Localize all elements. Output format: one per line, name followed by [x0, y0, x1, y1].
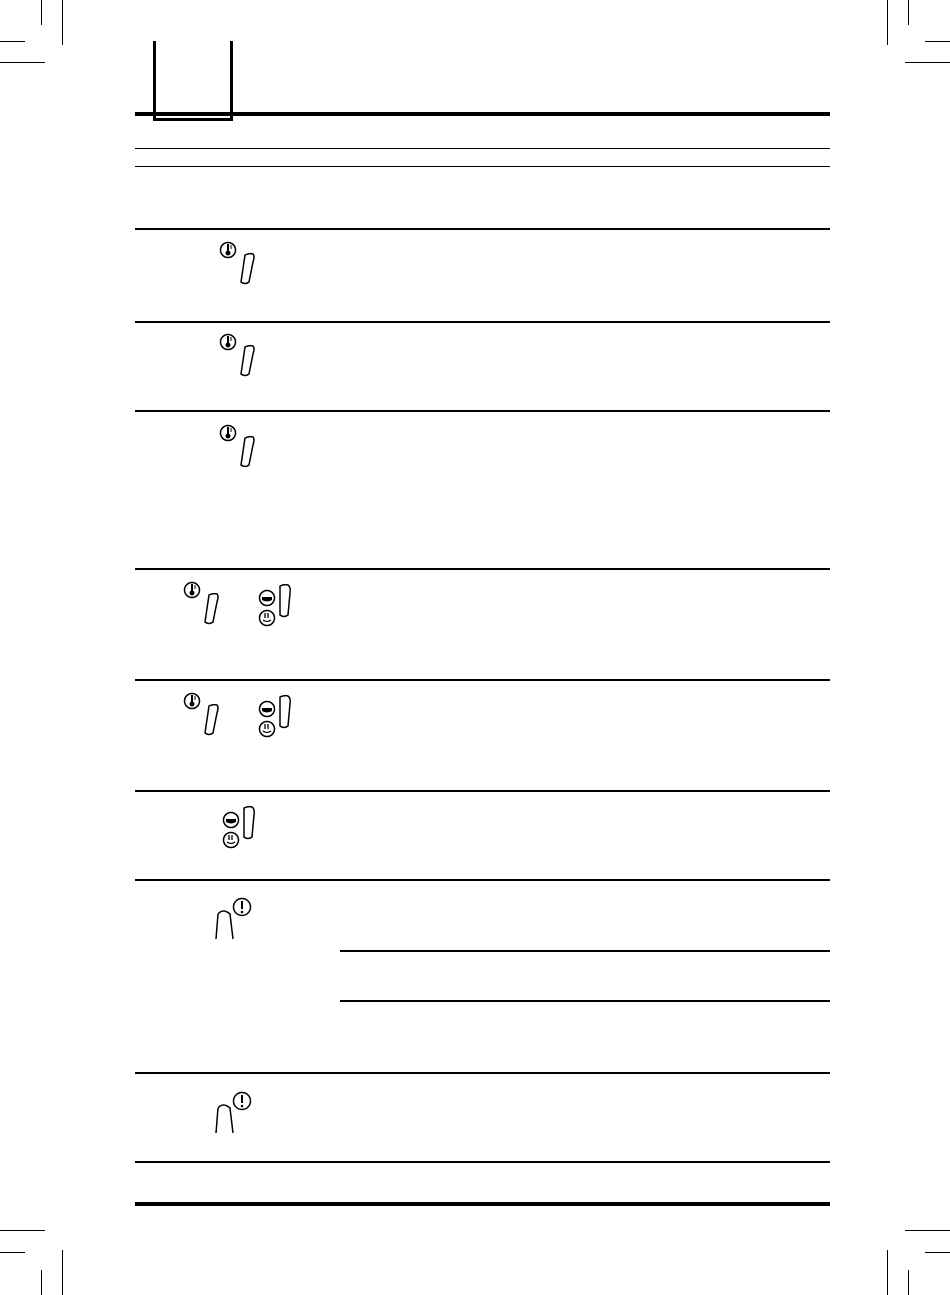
row-divider [135, 410, 830, 412]
row-1-icons [218, 240, 268, 285]
table-top-rule [135, 148, 830, 149]
crop-mark [62, 1250, 63, 1295]
crop-mark [887, 0, 888, 45]
crop-mark [925, 41, 950, 42]
row-7-icons [210, 896, 270, 946]
row-divider [135, 879, 830, 881]
crop-mark [925, 1252, 950, 1253]
crop-mark [0, 1252, 25, 1253]
row-4-icons [182, 580, 302, 630]
sub-row-divider [340, 1000, 830, 1002]
led-warning-icon [210, 1090, 270, 1140]
sub-row-divider [340, 950, 830, 952]
row-divider [135, 790, 830, 792]
row-5-icons [182, 691, 302, 741]
crop-mark [887, 1250, 888, 1295]
thermometer-led-icon [218, 423, 268, 468]
crop-mark [905, 1230, 950, 1231]
thermometer-led-icon [218, 240, 268, 285]
row-divider [135, 679, 830, 681]
row-divider [135, 568, 830, 570]
footer-rule [135, 1202, 830, 1206]
thermometer-coffee-steam-icon [182, 580, 302, 630]
table-header-rule [135, 166, 830, 167]
crop-mark [62, 0, 63, 45]
crop-mark [0, 1230, 45, 1231]
row-divider [135, 1161, 830, 1163]
row-6-icons [213, 802, 273, 852]
header-rule [135, 112, 830, 116]
row-divider [135, 321, 830, 323]
crop-mark [41, 0, 42, 25]
led-warning-icon [210, 896, 270, 946]
row-divider [135, 228, 830, 230]
crop-mark [908, 1270, 909, 1295]
row-2-icons [218, 332, 268, 377]
crop-mark [908, 0, 909, 25]
coffee-steam-icon [213, 802, 273, 852]
crop-mark [41, 1270, 42, 1295]
thermometer-coffee-steam-icon [182, 691, 302, 741]
row-3-icons [218, 423, 268, 468]
crop-mark [905, 62, 950, 63]
thermometer-led-icon [218, 332, 268, 377]
crop-mark [0, 62, 45, 63]
row-divider [135, 1072, 830, 1074]
row-8-icons [210, 1090, 270, 1140]
crop-mark [0, 41, 25, 42]
chapter-tab [153, 41, 233, 121]
